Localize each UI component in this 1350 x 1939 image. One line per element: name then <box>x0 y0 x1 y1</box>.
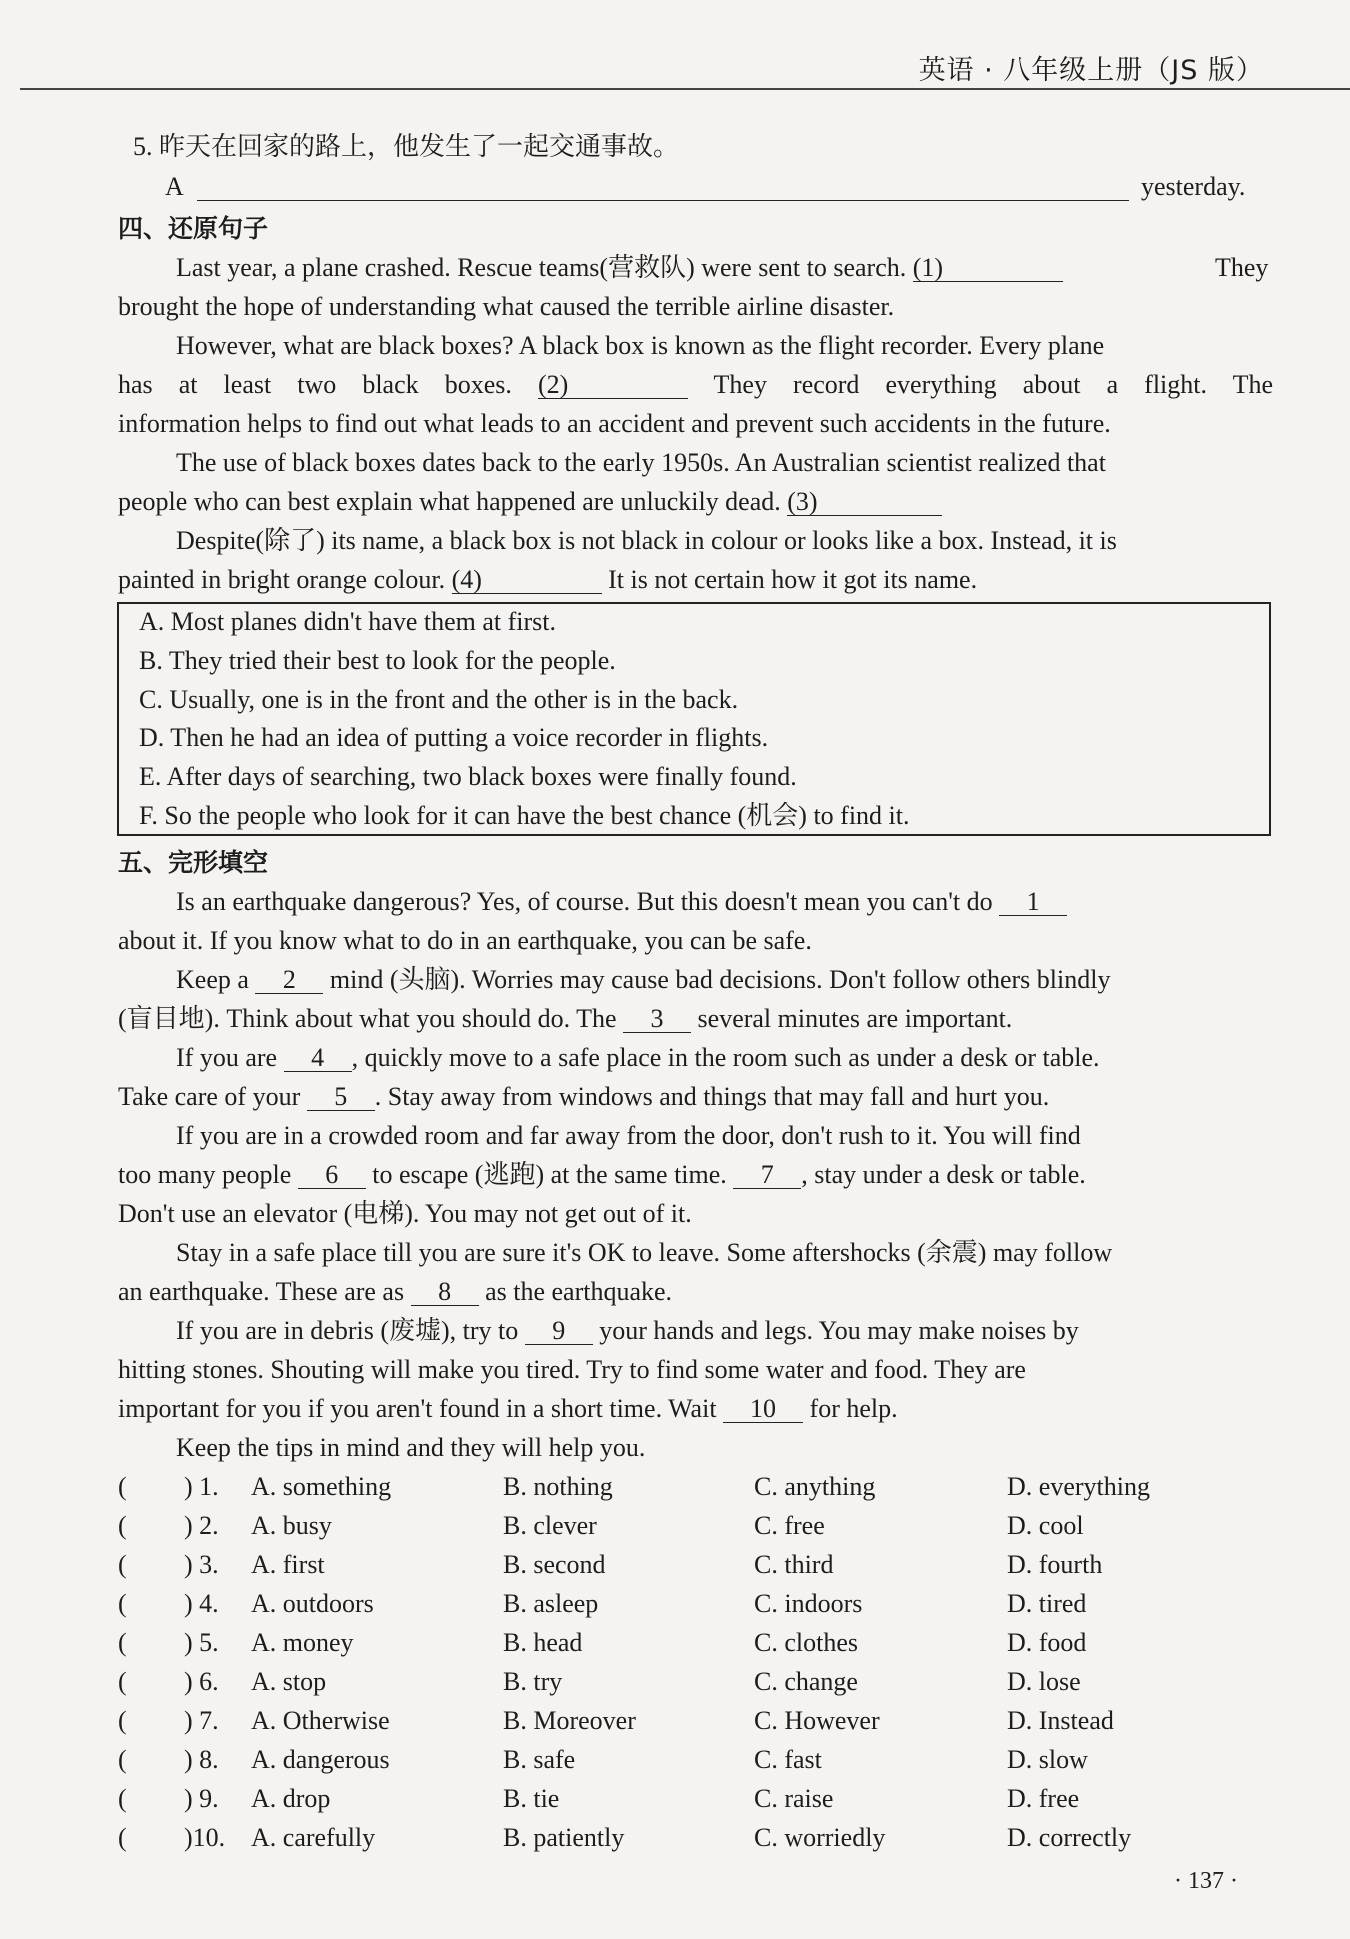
choice-b: B. clever <box>503 1511 597 1540</box>
choice-d: D. free <box>1007 1784 1080 1813</box>
q5-start: A <box>165 172 184 201</box>
answer-bracket[interactable]: ( <box>118 1589 127 1618</box>
section5-heading: 五、完形填空 <box>118 848 269 877</box>
s4-p3a: The use of black boxes dates back to the early 1950s. An Australian scientist realized that <box>176 448 1106 477</box>
question-number: ) 2. <box>184 1511 219 1540</box>
question-number: ) 5. <box>184 1628 219 1657</box>
blank-4: (4) <box>452 567 602 594</box>
q5-answer-line <box>197 200 1129 201</box>
answer-bracket[interactable]: ( <box>118 1667 127 1696</box>
option-e: E. After days of searching, two black boxes were finally found. <box>139 762 797 791</box>
page-number: · 137 · <box>1174 1868 1238 1894</box>
cloze-blank-2: 2 <box>255 967 323 994</box>
s4-p2c: information helps to find out what leads to an accident and prevent such accidents in the future. <box>118 409 1111 438</box>
q5-end: yesterday. <box>1141 172 1246 201</box>
s4-p2a: However, what are black boxes? A black box is known as the flight recorder. Every plane <box>176 331 1105 360</box>
choice-c: C. free <box>754 1511 825 1540</box>
cloze-blank-10: 10 <box>723 1396 803 1423</box>
answer-bracket[interactable]: ( <box>118 1550 127 1579</box>
cloze-blank-6: 6 <box>298 1162 366 1189</box>
s5-l7: If you are in a crowded room and far away from the door, don't rush to it. You will find <box>176 1121 1081 1150</box>
answer-bracket[interactable]: ( <box>118 1706 127 1735</box>
question-number: ) 1. <box>184 1472 219 1501</box>
choice-d: D. Instead <box>1007 1706 1114 1735</box>
choice-a: A. drop <box>251 1784 331 1813</box>
choice-c: C. anything <box>754 1472 876 1501</box>
choice-c: C. raise <box>754 1784 834 1813</box>
choice-c: C. fast <box>754 1745 822 1774</box>
choice-d: D. food <box>1007 1628 1087 1657</box>
header-title: 英语 · 八年级上册（JS 版） <box>918 55 1264 86</box>
choice-b: B. head <box>503 1628 583 1657</box>
choice-d: D. cool <box>1007 1511 1084 1540</box>
choice-b: B. safe <box>503 1745 576 1774</box>
answer-bracket[interactable]: ( <box>118 1745 127 1774</box>
choice-d: D. tired <box>1007 1589 1087 1618</box>
question-number: ) 3. <box>184 1550 219 1579</box>
answer-bracket[interactable]: ( <box>118 1628 127 1657</box>
q5-prompt: 5. 昨天在回家的路上，他发生了一起交通事故。 <box>133 132 680 161</box>
options-box <box>117 602 1271 836</box>
s4-p1c: brought the hope of understanding what caused the terrible airline disaster. <box>118 292 895 321</box>
blank-1: (1) <box>913 255 1063 282</box>
s5-l4: (盲目地). Think about what you should do. The 3 several minutes are important. <box>118 1004 1013 1033</box>
choice-c: C. However <box>754 1706 880 1735</box>
choice-a: A. something <box>251 1472 392 1501</box>
cloze-blank-8: 8 <box>411 1279 479 1306</box>
s5-l12: If you are in debris (废墟), try to 9 your hands and legs. You may make noises by <box>176 1316 1079 1345</box>
blank-2: (2) <box>538 372 688 399</box>
choice-d: D. slow <box>1007 1745 1088 1774</box>
s4-p2b: has at least two black boxes. (2) They record everything about a flight. The <box>118 370 1274 399</box>
s4-p4b: painted in bright orange colour. (4) It is not certain how it got its name. <box>118 565 978 594</box>
choice-c: C. clothes <box>754 1628 858 1657</box>
choice-c: C. third <box>754 1550 834 1579</box>
s5-l8: too many people 6 to escape (逃跑) at the same time. 7 , stay under a desk or table. <box>118 1160 1086 1189</box>
question-number: ) 4. <box>184 1589 219 1618</box>
s4-p4a: Despite(除了) its name, a black box is not black in colour or looks like a box. Instead, it is <box>176 526 1117 555</box>
cloze-blank-1: 1 <box>999 889 1067 916</box>
answer-bracket[interactable]: ( <box>118 1784 127 1813</box>
s5-l5: If you are 4 , quickly move to a safe place in the room such as under a desk or table. <box>176 1043 1100 1072</box>
answer-bracket[interactable]: ( <box>118 1823 127 1852</box>
choice-b: B. asleep <box>503 1589 599 1618</box>
choice-c: C. indoors <box>754 1589 863 1618</box>
s5-l6: Take care of your 5 . Stay away from windows and things that may fall and hurt you. <box>118 1082 1050 1111</box>
cloze-blank-7: 7 <box>733 1162 801 1189</box>
cloze-blank-9: 9 <box>525 1318 593 1345</box>
s5-l3: Keep a 2 mind (头脑). Worries may cause bad decisions. Don't follow others blindly <box>176 965 1111 994</box>
choice-b: B. tie <box>503 1784 560 1813</box>
s5-l1: Is an earthquake dangerous? Yes, of course. But this doesn't mean you can't do 1 <box>176 885 1067 919</box>
answer-bracket[interactable]: ( <box>118 1511 127 1540</box>
s5-l11: an earthquake. These are as 8 as the earthquake. <box>118 1277 673 1306</box>
cloze-blank-4: 4 <box>284 1045 352 1072</box>
choice-a: A. carefully <box>251 1823 376 1852</box>
choice-a: A. outdoors <box>251 1589 374 1618</box>
choice-b: B. patiently <box>503 1823 625 1852</box>
choice-a: A. busy <box>251 1511 332 1540</box>
question-number: ) 9. <box>184 1784 219 1813</box>
choice-d: D. correctly <box>1007 1823 1132 1852</box>
s5-l15: Keep the tips in mind and they will help you. <box>176 1433 646 1462</box>
option-a: A. Most planes didn't have them at first. <box>139 607 557 636</box>
s4-p3b: people who can best explain what happened are unluckily dead. (3) <box>118 485 942 519</box>
header-rule <box>20 88 1350 90</box>
blank-3: (3) <box>787 489 942 516</box>
choice-d: D. fourth <box>1007 1550 1103 1579</box>
cloze-blank-5: 5 <box>307 1084 375 1111</box>
choice-a: A. Otherwise <box>251 1706 390 1735</box>
s4-p1a: Last year, a plane crashed. Rescue teams(营救队) were sent to search. (1) <box>176 251 1063 285</box>
question-number: )10. <box>184 1823 226 1852</box>
option-c: C. Usually, one is in the front and the other is in the back. <box>139 685 739 714</box>
choice-c: C. worriedly <box>754 1823 886 1852</box>
option-f: F. So the people who look for it can have the best chance (机会) to find it. <box>139 801 910 830</box>
question-number: ) 8. <box>184 1745 219 1774</box>
choice-a: A. dangerous <box>251 1745 390 1774</box>
answer-bracket[interactable]: ( <box>118 1472 127 1501</box>
choice-a: A. money <box>251 1628 354 1657</box>
choice-d: D. everything <box>1007 1472 1150 1501</box>
option-b: B. They tried their best to look for the people. <box>139 646 616 675</box>
s4-p1-they: They <box>1215 253 1269 282</box>
choice-c: C. change <box>754 1667 858 1696</box>
choice-b: B. second <box>503 1550 606 1579</box>
choice-a: A. stop <box>251 1667 327 1696</box>
s5-l14: important for you if you aren't found in a short time. Wait 10 for help. <box>118 1394 898 1423</box>
question-number: ) 6. <box>184 1667 219 1696</box>
choice-a: A. first <box>251 1550 325 1579</box>
choice-d: D. lose <box>1007 1667 1081 1696</box>
question-number: ) 7. <box>184 1706 219 1735</box>
s5-l13: hitting stones. Shouting will make you tired. Try to find some water and food. They are <box>118 1355 1026 1384</box>
s5-l9: Don't use an elevator (电梯). You may not get out of it. <box>118 1199 692 1228</box>
option-d: D. Then he had an idea of putting a voice recorder in flights. <box>139 723 769 752</box>
s5-l10: Stay in a safe place till you are sure it's OK to leave. Some aftershocks (余震) may follow <box>176 1238 1113 1267</box>
s5-l2: about it. If you know what to do in an earthquake, you can be safe. <box>118 926 812 955</box>
choice-b: B. nothing <box>503 1472 613 1501</box>
choice-b: B. try <box>503 1667 563 1696</box>
section4-heading: 四、还原句子 <box>118 214 269 243</box>
cloze-blank-3: 3 <box>623 1006 691 1033</box>
choice-b: B. Moreover <box>503 1706 636 1735</box>
